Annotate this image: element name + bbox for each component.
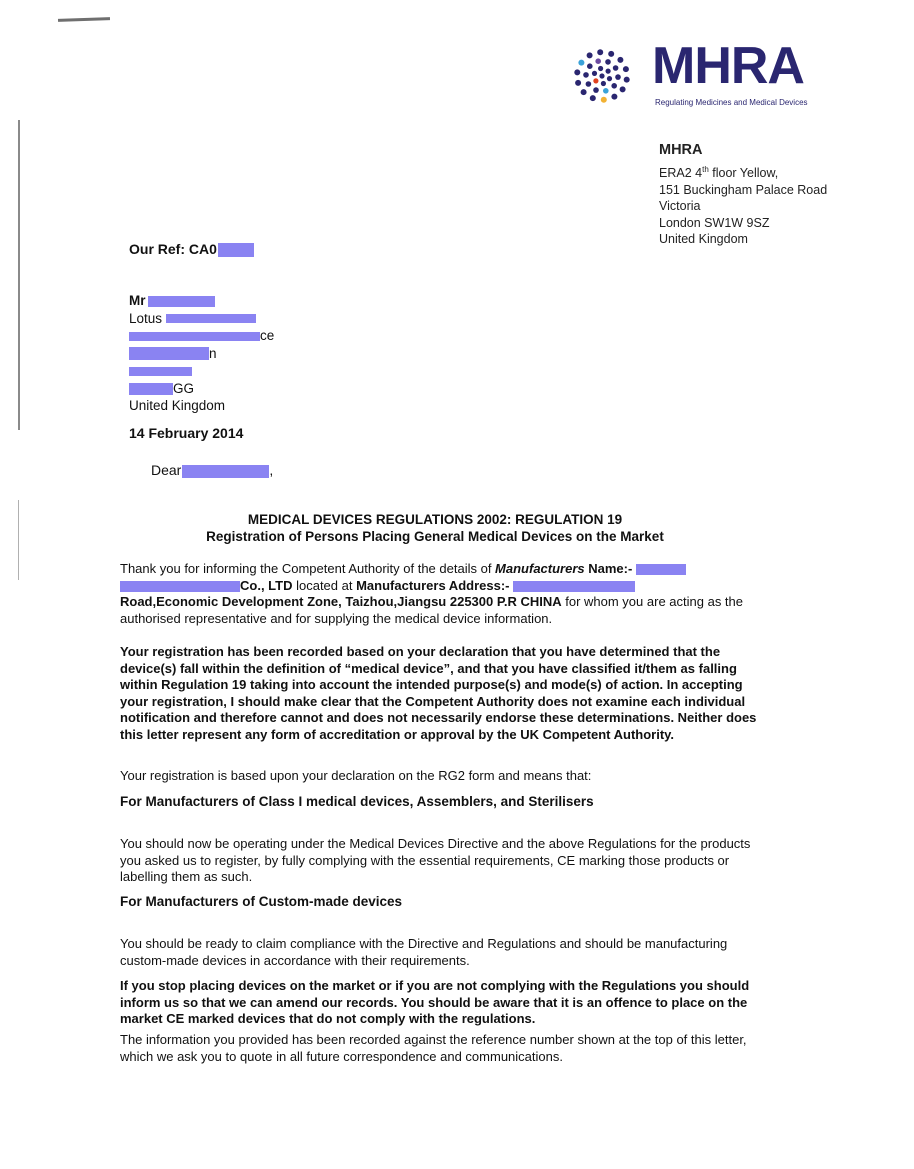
scan-edge-line bbox=[18, 500, 19, 580]
logo-dot bbox=[595, 58, 601, 64]
logo-dot bbox=[597, 49, 603, 55]
logo-dot bbox=[624, 77, 630, 83]
sender-address bbox=[659, 142, 827, 248]
logo-dot bbox=[605, 59, 611, 65]
logo-dot bbox=[603, 88, 609, 94]
logo-dot bbox=[574, 69, 580, 75]
sender-org: MHRA bbox=[659, 142, 703, 158]
section-heading-custom-made: For Manufacturers of Custom-made devices bbox=[120, 894, 403, 909]
recipient-company: Lotus bbox=[129, 310, 163, 326]
recipient-postcode: GG bbox=[173, 380, 195, 396]
logo-dot bbox=[601, 97, 607, 103]
logo-dot bbox=[613, 65, 619, 71]
letter-subtitle: Registration of Persons Placing General Medical Devices on the Market bbox=[206, 529, 664, 544]
recipient-street: ce bbox=[260, 328, 275, 343]
letter-title: MEDICAL DEVICES REGULATIONS 2002: REGULATION 19 bbox=[247, 512, 623, 527]
paragraph-reference-note: The information you provided has been recorded against the reference number shown at the top of this letter, which we ask you to quote in all future correspondence and communications. bbox=[120, 1032, 747, 1064]
redaction-block bbox=[166, 314, 256, 323]
address-line: 151 Buckingham Palace Road bbox=[659, 182, 828, 197]
paragraph-registration-notice: Your registration has been recorded based on your declaration that you have determined that the device(s) fall within the definition of “medical device”, and that you have classified it/them as falling within Regulation 19 taking into account the intended purpose(s) and mode(s) of action. In accepting your registration, I should make clear that the Competent Authority does not examine each individual notification and therefore cannot and does not necessarily endorse these determinations. Neither does this letter represent any form of accreditation or approval by the UK Competent Authority. bbox=[120, 644, 757, 742]
logo-dot bbox=[583, 72, 589, 78]
logo-dot bbox=[617, 57, 623, 63]
logo-dot bbox=[575, 80, 581, 86]
logo-dot bbox=[593, 78, 598, 83]
redaction-block bbox=[120, 581, 240, 592]
redaction-block bbox=[129, 367, 192, 376]
letter-date: 14 February 2014 bbox=[129, 425, 244, 441]
logo-dot bbox=[598, 66, 603, 71]
redaction-block bbox=[129, 347, 209, 360]
logo-dot bbox=[587, 52, 593, 58]
logo-dot bbox=[606, 69, 611, 74]
paragraph-basis: Your registration is based upon your declaration on the RG2 form and means that: bbox=[120, 768, 592, 783]
redaction-block bbox=[513, 581, 635, 592]
logo-dot bbox=[615, 74, 621, 80]
logo-dot bbox=[592, 71, 597, 76]
logo-dot bbox=[607, 76, 612, 81]
address-line: London SW1W 9SZ bbox=[659, 215, 770, 230]
logo-dot bbox=[587, 63, 593, 69]
paragraph-custom-made: You should be ready to claim compliance with the Directive and Regulations and should be manufacturing custom-made devices in accordance with their requirements. bbox=[120, 936, 728, 968]
redaction-block bbox=[129, 332, 260, 341]
logo-dot bbox=[593, 87, 599, 93]
redaction-block bbox=[636, 564, 686, 575]
recipient-address bbox=[129, 292, 274, 415]
redaction-block bbox=[129, 383, 173, 395]
logo-dot bbox=[586, 81, 592, 87]
paragraph-intro: Thank you for informing the Competent Authority of the details of Manufacturers Name:- Co., LTD located at Manufacturers Address:- Road,Economic Development Zone, Taizhou,Jiangsu 225300 P.R CHINA for whom you are acting as the authorised representative and for supplying the medical device information. bbox=[120, 561, 743, 626]
recipient-town: n bbox=[209, 345, 217, 361]
logo-dot bbox=[608, 51, 614, 57]
redaction-block bbox=[218, 243, 254, 257]
redaction-block bbox=[182, 465, 269, 478]
section-heading-class-i: For Manufacturers of Class I medical devices, Assemblers, and Sterilisers bbox=[120, 794, 594, 809]
logo-dot bbox=[581, 89, 587, 95]
recipient-country: United Kingdom bbox=[129, 398, 226, 413]
logo-dot bbox=[601, 81, 606, 86]
scan-mark bbox=[58, 17, 110, 22]
logo-dot bbox=[611, 83, 617, 89]
logo-dot bbox=[620, 86, 626, 92]
address-line: Victoria bbox=[659, 199, 701, 214]
logo-dot bbox=[611, 94, 617, 100]
recipient-title: Mr bbox=[129, 293, 146, 308]
address-line: United Kingdom bbox=[659, 232, 748, 247]
logo-dot bbox=[578, 60, 584, 66]
logo-tagline: Regulating Medicines and Medical Devices bbox=[655, 98, 808, 107]
our-reference: Our Ref: CA0 bbox=[129, 241, 254, 257]
address-line: ERA2 4th floor Yellow, bbox=[659, 165, 779, 181]
logo-dot bbox=[590, 95, 596, 101]
scan-edge-line bbox=[18, 120, 20, 430]
salutation: Dear , bbox=[151, 462, 274, 478]
paragraph-class-i: You should now be operating under the Medical Devices Directive and the above Regulations for the products you asked us to register, by fully complying with the essential requirements, CE marking those products or labelling them as such. bbox=[120, 836, 751, 884]
logo-dot bbox=[623, 66, 629, 72]
logo-dot bbox=[599, 73, 604, 78]
paragraph-stop-placing: If you stop placing devices on the market or if you are not complying with the Regulations you should inform us so that we can amend our records. You should be aware that it is an offence to place on the market CE marked devices that do not comply with the regulations. bbox=[120, 978, 750, 1026]
logo-wordmark: MHRA bbox=[652, 37, 804, 95]
redaction-block bbox=[148, 296, 215, 307]
